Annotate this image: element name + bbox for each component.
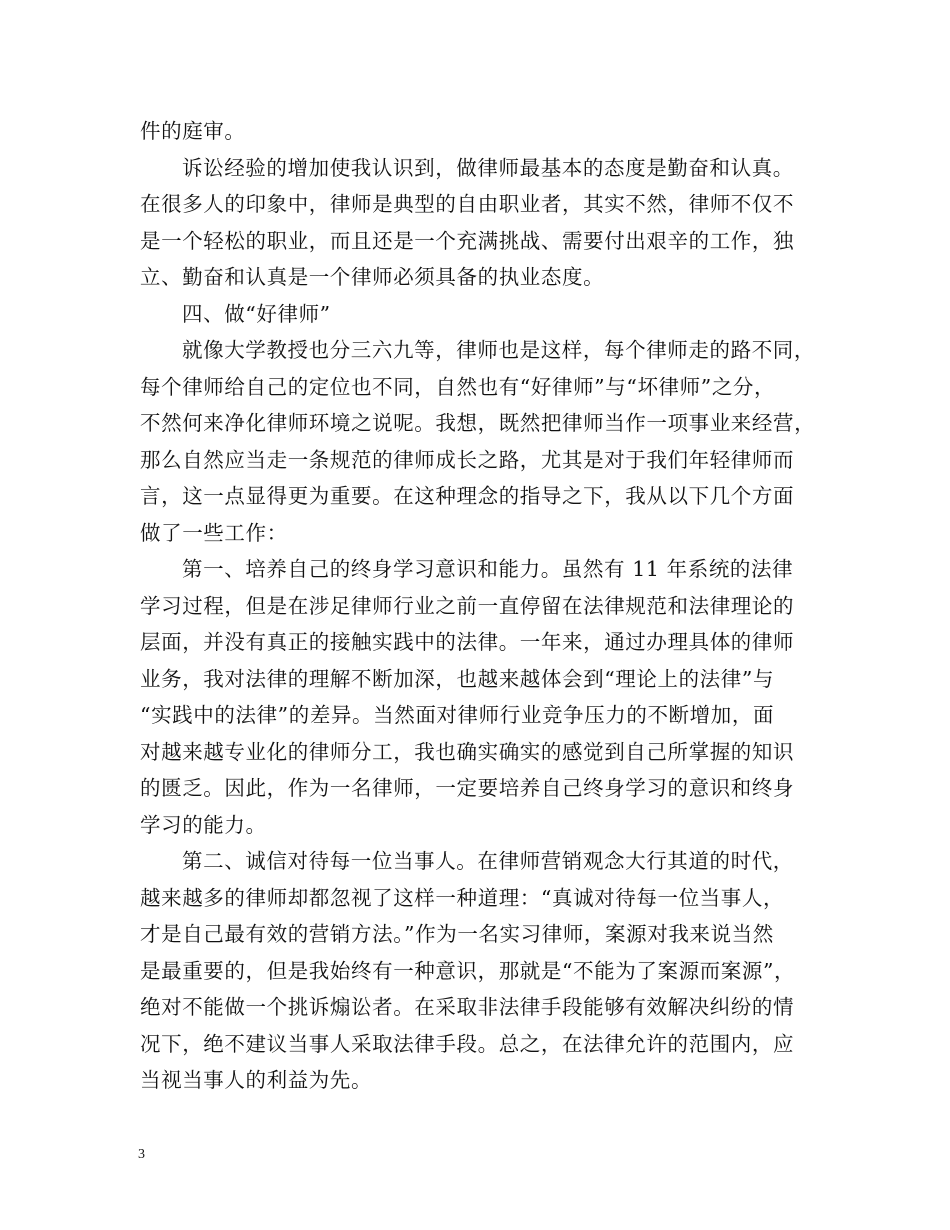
text-line: 对越来越专业化的律师分工，我也确实确实的感觉到自己所掌握的知识 xyxy=(140,739,795,764)
page-number: 3 xyxy=(138,1147,145,1162)
text-line: 的匮乏。因此，作为一名律师，一定要培养自己终身学习的意识和终身 xyxy=(140,776,795,800)
text-line: 绝对不能做一个挑诉煽讼者。在采取非法律手段能够有效解决纠纷的情 xyxy=(140,995,795,1019)
text-line: 做了一些工作： xyxy=(140,520,288,545)
text-line: 才是自己最有效的营销方法。”作为一名实习律师，案源对我来说当然 xyxy=(140,922,774,946)
text-line: 越来越多的律师却都忽视了这样一种道理：“真诚对待每一位当事人， xyxy=(140,885,785,910)
text-line: 在很多人的印象中，律师是典型的自由职业者，其实不然，律师不仅不 xyxy=(140,192,795,216)
text-line: 那么自然应当走一条规范的律师成长之路，尤其是对于我们年轻律师而 xyxy=(140,447,795,472)
text-line: 第二、诚信对待每一位当事人。在律师营销观念大行其道的时代， xyxy=(182,849,794,873)
text-line: 言，这一点显得更为重要。在这种理念的指导之下，我从以下几个方面 xyxy=(140,484,795,508)
text-line: 第一、培养自己的终身学习意识和能力。虽然有 11 年系统的法律 xyxy=(182,557,794,581)
text-line: 每个律师给自己的定位也不同，自然也有“好律师”与“坏律师”之分， xyxy=(140,374,776,399)
document-body xyxy=(140,113,820,1099)
text-line: 诉讼经验的增加使我认识到，做律师最基本的态度是勤奋和认真。 xyxy=(182,155,794,180)
section-heading: 四、做“好律师” xyxy=(182,301,331,326)
text-line: 层面，并没有真正的接触实践中的法律。一年来，通过办理具体的律师 xyxy=(140,630,795,654)
text-line: 是一个轻松的职业，而且还是一个充满挑战、需要付出艰辛的工作，独 xyxy=(140,228,795,253)
text-line: 就像大学教授也分三六九等，律师也是这样，每个律师走的路不同， xyxy=(182,338,815,362)
text-line: “实践中的法律”的差异。当然面对律师行业竞争压力的不断增加，面 xyxy=(140,703,775,727)
text-line: 况下，绝不建议当事人采取法律手段。总之，在法律允许的范围内，应 xyxy=(140,1031,795,1056)
text-line: 是最重要的，但是我始终有一种意识，那就是“不能为了案源而案源”， xyxy=(140,958,796,983)
text-line: 当视当事人的利益为先。 xyxy=(140,1068,373,1092)
text-line: 业务，我对法律的理解不断加深，也越来越体会到“理论上的法律”与 xyxy=(140,666,775,691)
text-line: 立、勤奋和认真是一个律师必须具备的执业态度。 xyxy=(140,265,605,289)
text-line: 学习的能力。 xyxy=(140,812,267,837)
text-line: 学习过程，但是在涉足律师行业之前一直停留在法律规范和法律理论的 xyxy=(140,593,795,618)
text-line: 不然何来净化律师环境之说呢。我想，既然把律师当作一项事业来经营， xyxy=(140,411,816,435)
text-line: 件的庭审。 xyxy=(140,119,246,143)
